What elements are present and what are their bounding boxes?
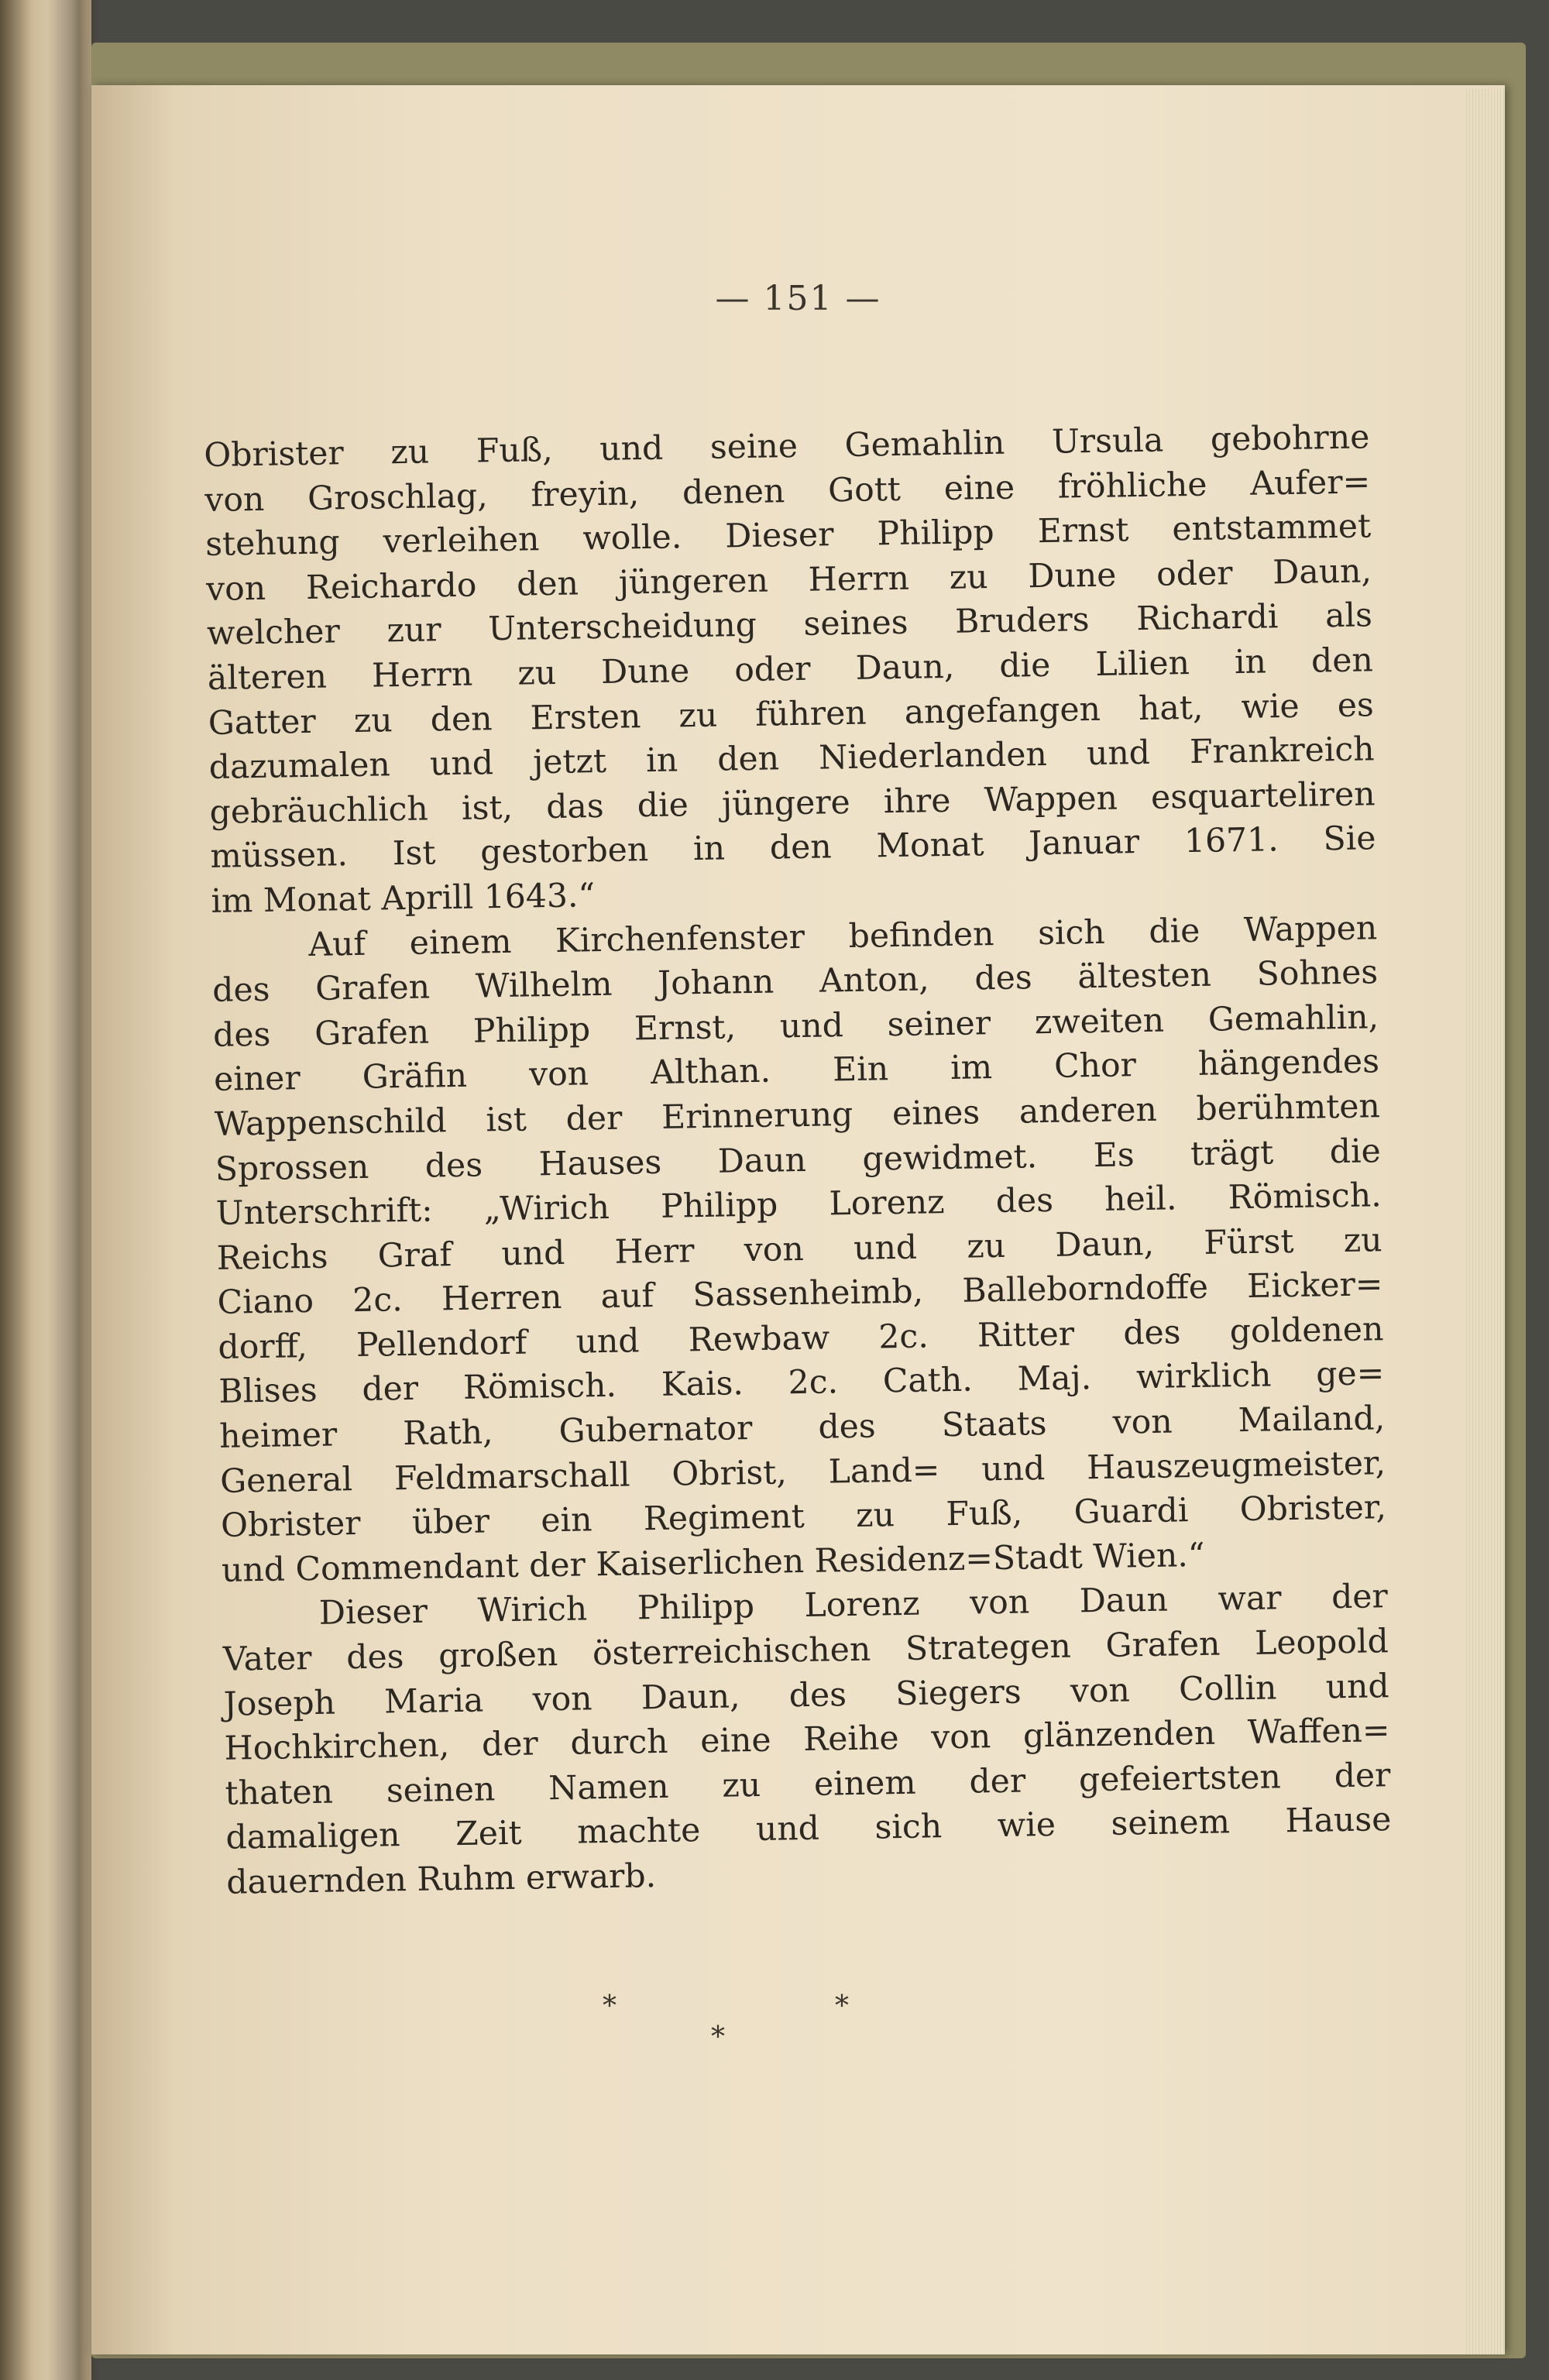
text-line: Unterschrift: „Wirich Philipp Lorenz des heil. Römisch. [215, 1176, 1382, 1233]
text-line: und Commendant der Kaiserlichen Residenz=Stadt Wien.“ [221, 1536, 1205, 1590]
text-line: dazumalen und jetzt in den Niederlanden und Frankreich [208, 730, 1375, 788]
book-page [91, 85, 1505, 2354]
text-line: von Groschlag, freyin, denen Gott eine fröhliche Aufer= [204, 462, 1371, 520]
text-line: Obrister zu Fuß, und seine Gemahlin Ursula gebohrne [204, 418, 1370, 475]
text-line: Obrister über ein Regiment zu Fuß, Guardi Obrister, [220, 1489, 1387, 1546]
asterisk: * [835, 1990, 849, 2022]
body-text [204, 415, 1393, 1905]
text-line: Dieser Wirich Philipp Lorenz von Daun war der [318, 1578, 1389, 1633]
section-separator [91, 1990, 1505, 2083]
page-stack-edge [1464, 89, 1504, 2354]
text-line: Auf einem Kirchenfenster befinden sich die Wappen [307, 908, 1378, 964]
text-line: welcher zur Unterscheidung seines Bruders Richardi als [206, 596, 1373, 654]
asterisk: * [711, 2021, 725, 2053]
text-line: im Monat Aprill 1643.“ [211, 877, 596, 921]
text-line: Ciano 2c. Herren auf Sassenheimb, Balleborndoffe Eicker= [217, 1266, 1383, 1323]
text-line: dorff, Pellendorf und Rewbaw 2c. Ritter des goldenen [218, 1310, 1384, 1367]
text-line: stehung verleihen wolle. Dieser Philipp Ernst entstammet [204, 507, 1372, 565]
asterisk: * [603, 1990, 617, 2022]
page-number: — 151 — [715, 279, 881, 318]
text-line: Reichs Graf und Herr von und zu Daun, Fürst zu [216, 1221, 1382, 1278]
text-line: von Reichardo den jüngeren Herrn zu Dune oder Daun, [205, 552, 1372, 609]
text-line: heimer Rath, Gubernator des Staats von Mailand, [218, 1399, 1386, 1456]
text-line: Gatter zu den Ersten zu führen angefangen hat, wie es [208, 685, 1375, 743]
text-line: gebräuchlich ist, das die jüngere ihre Wappen esquarteliren [209, 775, 1376, 832]
text-line: des Grafen Wilhelm Johann Anton, des ältesten Sohnes [211, 953, 1379, 1011]
text-line: einer Gräfin von Althan. Ein im Chor hängendes [213, 1042, 1380, 1100]
text-line: Vater des großen österreichischen Strategen Grafen Leopold [222, 1623, 1389, 1679]
text-line: Blises der Römisch. Kais. 2c. Cath. Maj. wirklich ge= [218, 1355, 1385, 1412]
text-line: General Feldmarschall Obrist, Land= und Hauszeugmeister, [219, 1444, 1386, 1501]
text-line: Hochkirchen, der durch eine Reihe von glänzenden Waffen= [224, 1712, 1390, 1769]
text-line: des Grafen Philipp Ernst, und seiner zweiten Gemahlin, [212, 998, 1379, 1055]
text-line: thaten seinen Namen zu einem der gefeiertsten der [225, 1756, 1391, 1813]
text-line: müssen. Ist gestorben in den Monat Januar 1671. Sie [210, 819, 1376, 877]
text-line: älteren Herrn zu Dune oder Daun, die Lilien in den [207, 641, 1374, 698]
text-line: Joseph Maria von Daun, des Siegers von Collin und [223, 1667, 1389, 1724]
text-line: damaligen Zeit machte und sich wie seinem Hause [225, 1801, 1392, 1858]
text-line: Wappenschild ist der Erinnerung eines anderen berühmten [214, 1087, 1381, 1144]
text-line: dauernden Ruhm erwarb. [226, 1857, 657, 1902]
text-line: Sprossen des Hauses Daun gewidmet. Es trägt die [215, 1132, 1382, 1189]
